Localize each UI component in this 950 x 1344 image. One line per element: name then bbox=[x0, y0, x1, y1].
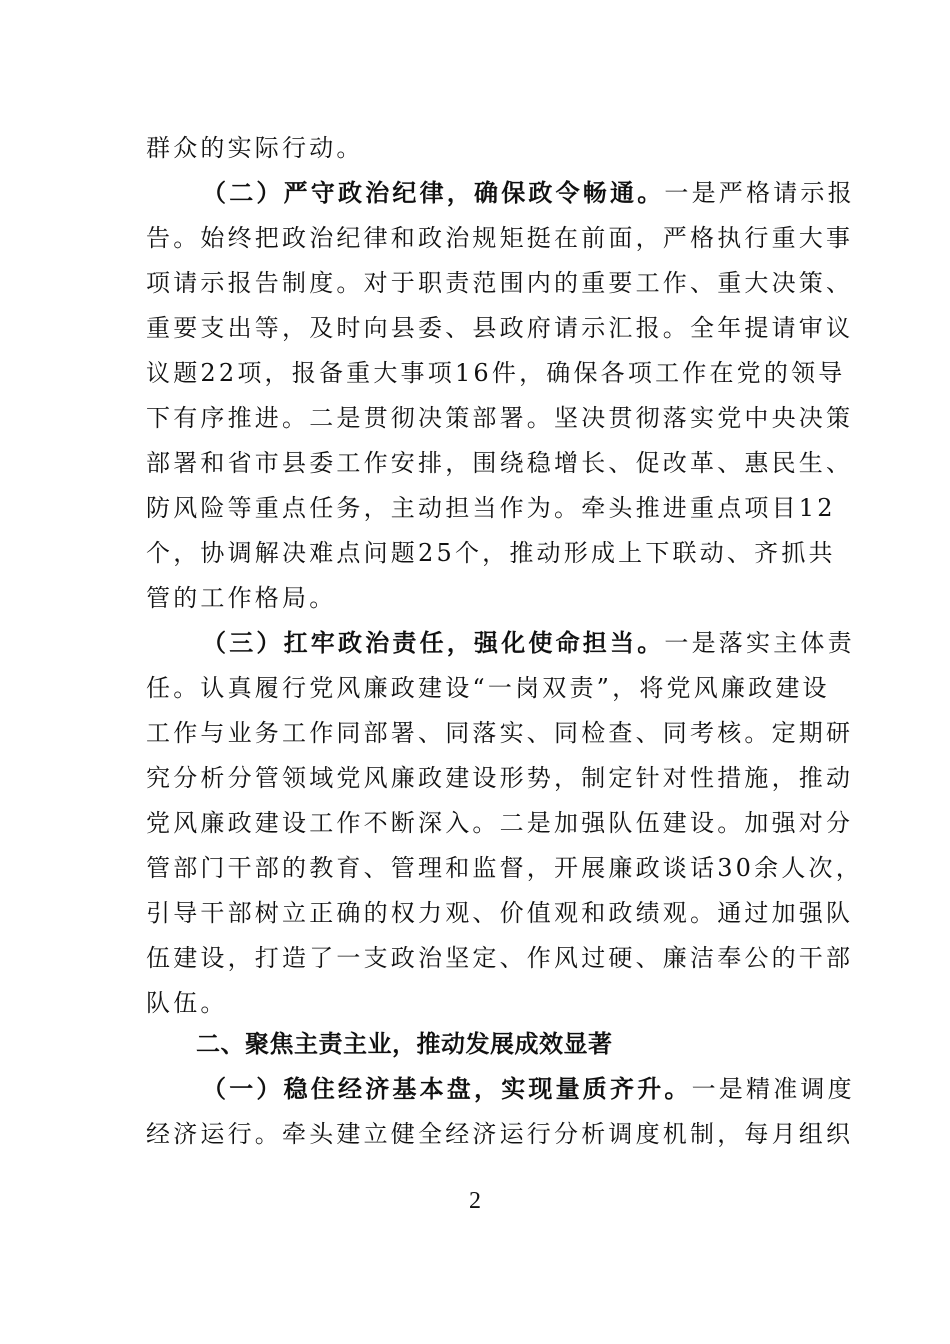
paragraph-line: 告。始终把政治纪律和政治规矩挺在前面，严格执行重大事 bbox=[146, 224, 854, 252]
paragraph-line: 伍建设，打造了一支政治坚定、作风过硬、廉洁奉公的干部 bbox=[146, 944, 854, 972]
paragraph-line: 管部门干部的教育、管理和监督，开展廉政谈话30余人次， bbox=[146, 854, 863, 882]
paragraph-line: 议题22项，报备重大事项16件，确保各项工作在党的领导 bbox=[146, 359, 846, 387]
page-number: 2 bbox=[469, 1188, 481, 1214]
paragraph-line: 任。认真履行党风廉政建设“一岗双责”，将党风廉政建设 bbox=[146, 674, 830, 702]
paragraph-line: （三）扛牢政治责任，强化使命担当。一是落实主体责 bbox=[202, 628, 855, 657]
subsection-heading: （二）严守政治纪律，确保政令畅通。 bbox=[202, 178, 665, 207]
paragraph-line: 防风险等重点任务，主动担当作为。牵头推进重点项目12 bbox=[146, 494, 836, 522]
paragraph-line: （二）严守政治纪律，确保政令畅通。一是严格请示报 bbox=[202, 178, 855, 207]
paragraph-line: 经济运行。牵头建立健全经济运行分析调度机制，每月组织 bbox=[146, 1120, 854, 1148]
paragraph-line: 重要支出等，及时向县委、县政府请示汇报。全年提请审议 bbox=[146, 314, 854, 342]
paragraph-line: 部署和省市县委工作安排，围绕稳增长、促改革、惠民生、 bbox=[146, 449, 854, 477]
paragraph-line: 引导干部树立正确的权力观、价值观和政绩观。通过加强队 bbox=[146, 899, 854, 927]
subsection-heading: （一）稳住经济基本盘，实现量质齐升。 bbox=[202, 1074, 692, 1103]
paragraph-line: 个，协调解决难点问题25个，推动形成上下联动、齐抓共 bbox=[146, 539, 836, 567]
paragraph-line: 下有序推进。二是贯彻决策部署。坚决贯彻落实党中央决策 bbox=[146, 404, 854, 432]
subsection-heading: （三）扛牢政治责任，强化使命担当。 bbox=[202, 628, 665, 657]
paragraph-line: 群众的实际行动。 bbox=[146, 134, 364, 162]
paragraph-line: （一）稳住经济基本盘，实现量质齐升。一是精准调度 bbox=[202, 1074, 855, 1103]
paragraph-line: 管的工作格局。 bbox=[146, 584, 337, 612]
paragraph-line: 工作与业务工作同部署、同落实、同检查、同考核。定期研 bbox=[146, 719, 854, 747]
section-heading: 二、聚焦主责主业，推动发展成效显著 bbox=[196, 1030, 613, 1058]
paragraph-line: 党风廉政建设工作不断深入。二是加强队伍建设。加强对分 bbox=[146, 809, 854, 837]
paragraph-line: 项请示报告制度。对于职责范围内的重要工作、重大决策、 bbox=[146, 269, 854, 297]
paragraph-line: 究分析分管领域党风廉政建设形势，制定针对性措施，推动 bbox=[146, 764, 854, 792]
paragraph-line: 队伍。 bbox=[146, 989, 228, 1017]
